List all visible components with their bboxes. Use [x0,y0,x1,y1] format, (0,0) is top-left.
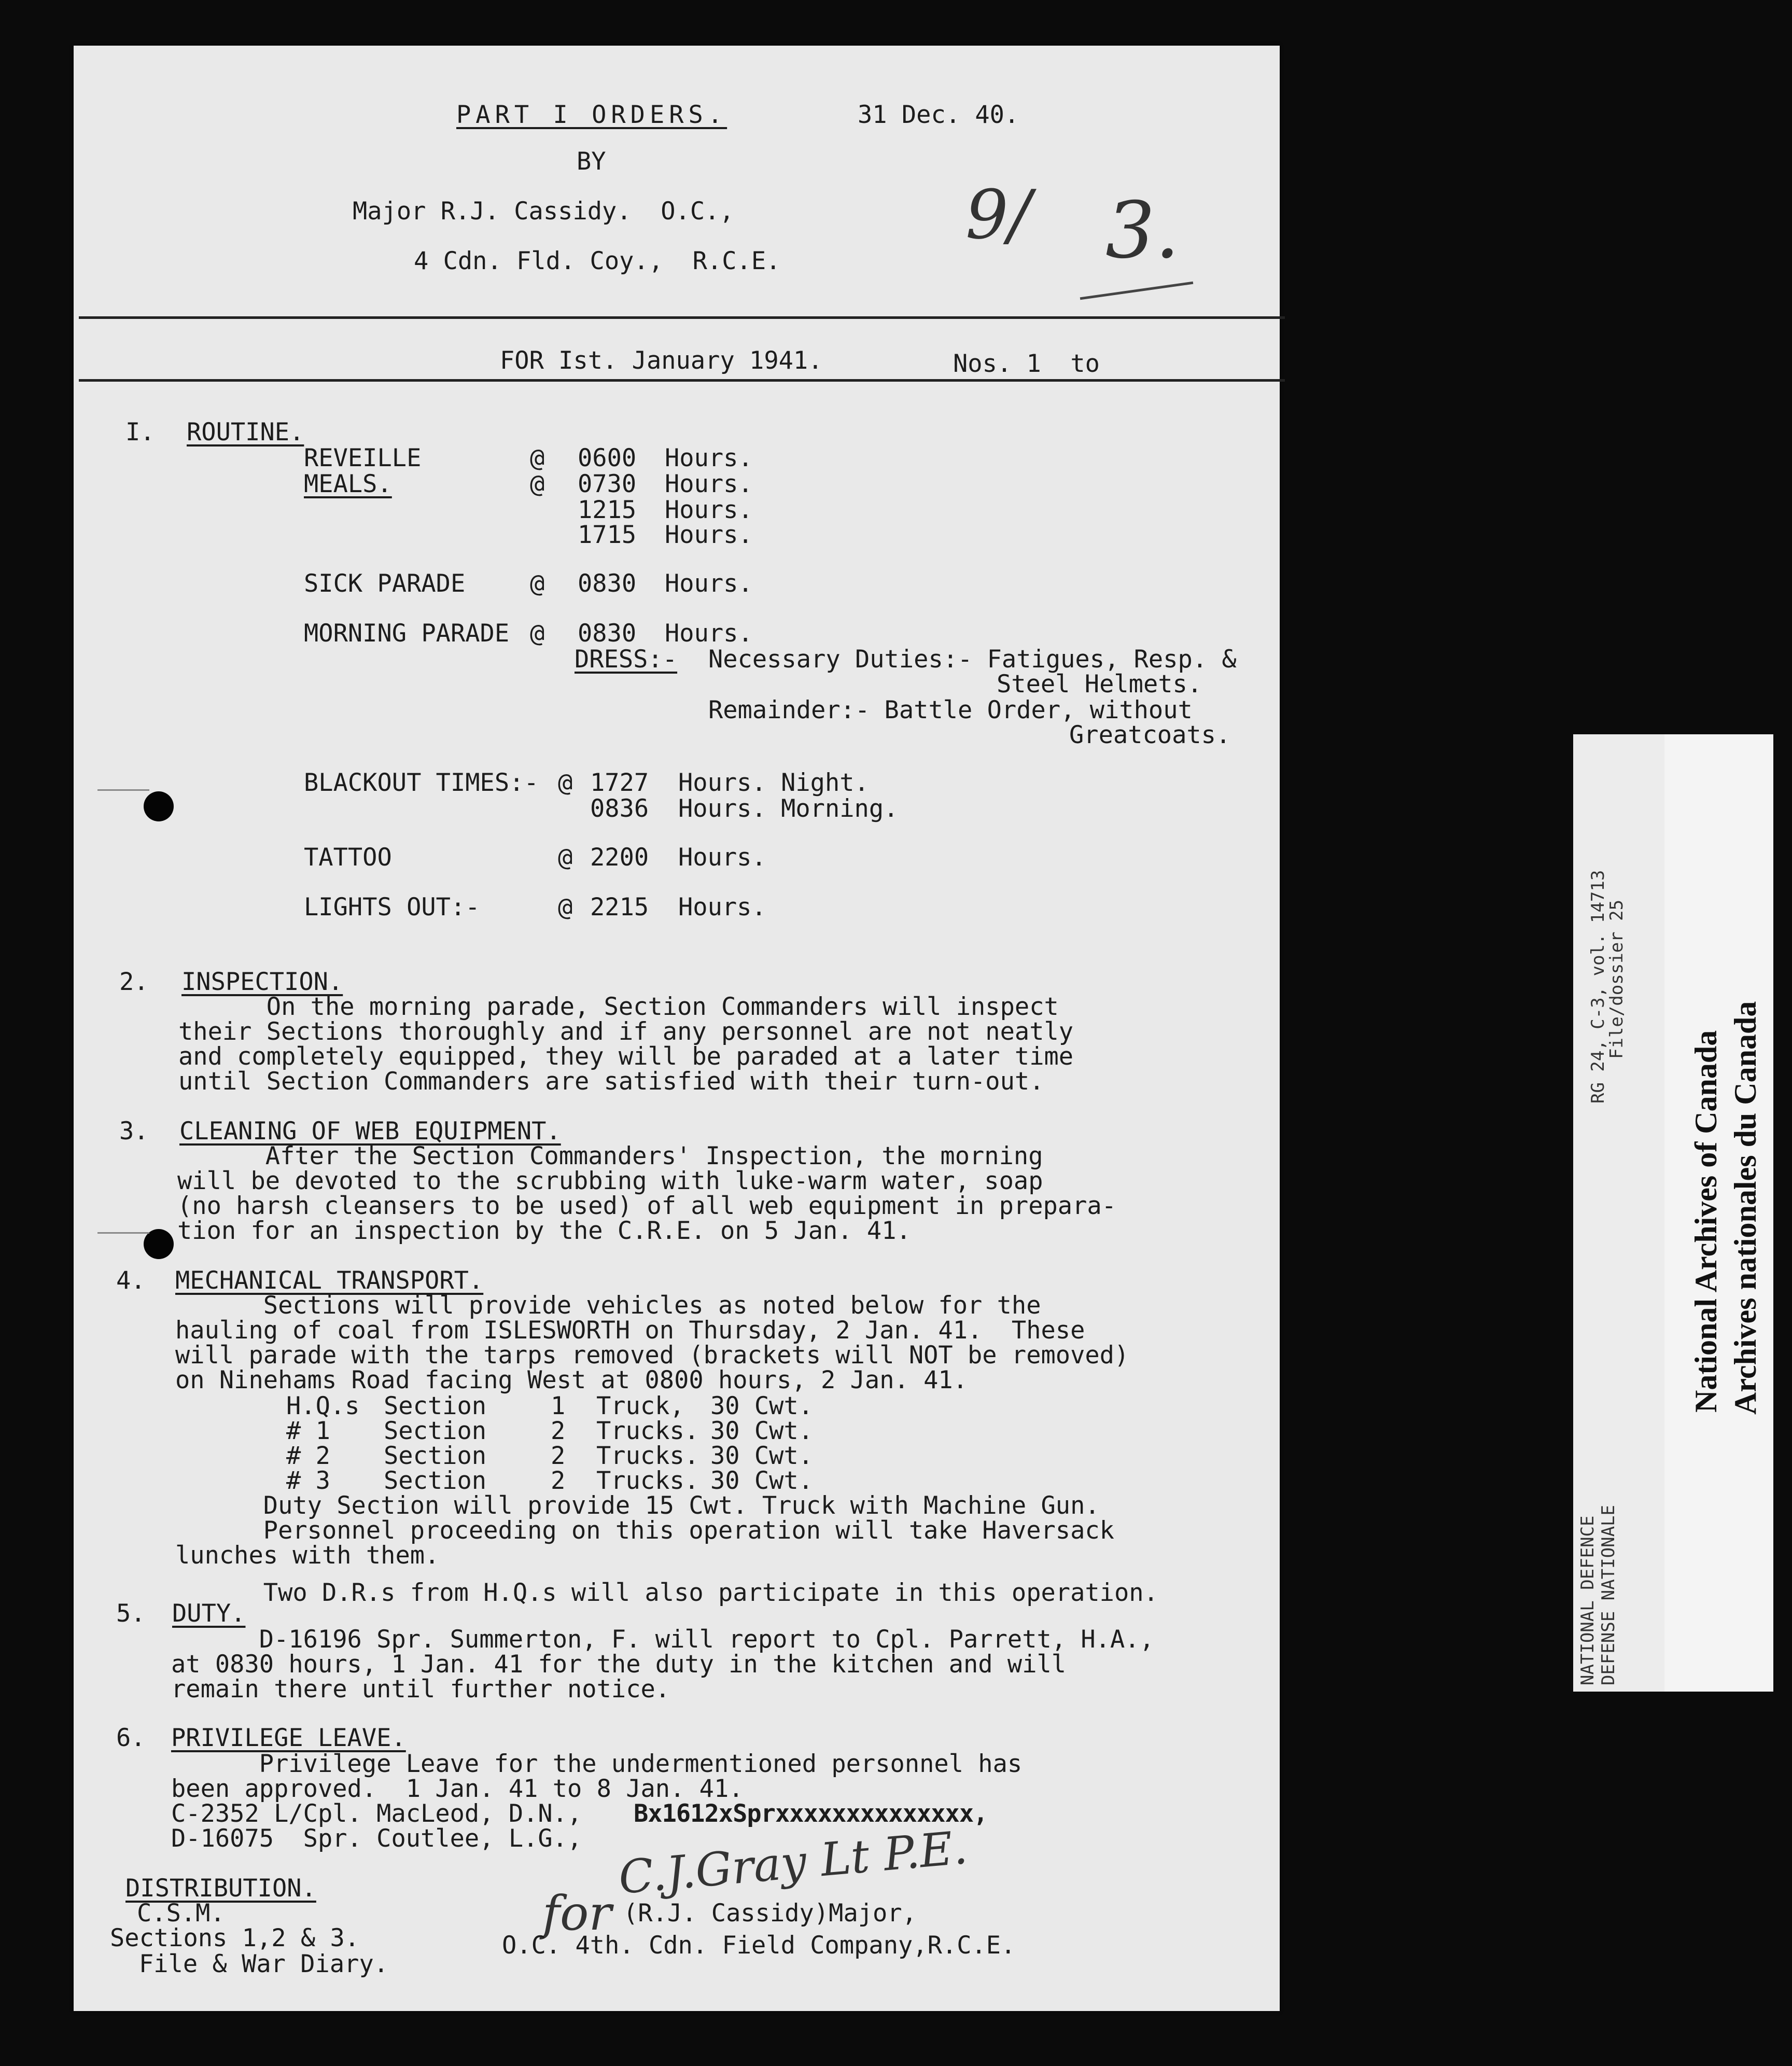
handwritten-number: 3. [1105,186,1180,276]
lights-out-hours: Hours. [678,893,766,922]
vehicle-type: Trucks. [596,1417,699,1445]
distribution-item: Sections 1,2 & 3. [110,1924,360,1952]
duty-line-2: at 0830 hours, 1 Jan. 41 for the duty in the kitchen and will [171,1650,1067,1679]
vehicle-qty: 2 [551,1467,566,1495]
handwritten-underline [1080,282,1194,300]
sick-parade-time: 0830 [578,569,637,598]
section-3-heading: CLEANING OF WEB EQUIPMENT. [179,1117,561,1146]
transport-line-2: hauling of coal from ISLESWORTH on Thursday, 2 Jan. 41. These [175,1316,1085,1345]
vehicle-size: 30 Cwt. [710,1392,814,1420]
inspection-line-2: their Sections thoroughly and if any personnel are not neatly [178,1017,1074,1046]
department-name-fr: DEFENSE NATIONALE [1598,1505,1619,1685]
distribution-item: C.S.M. [137,1899,225,1928]
archives-name-fr: Archives nationales du Canada [1728,1001,1762,1415]
section-4-heading: MECHANICAL TRANSPORT. [175,1266,484,1295]
reveille-time: 0600 [578,444,637,472]
distribution-item: File & War Diary. [139,1950,389,1978]
duty-line-1: D-16196 Spr. Summerton, F. will report to Cpl. Parrett, H.A., [171,1625,1154,1654]
tattoo-hours: Hours. [678,843,766,872]
meals-time-2: 1215 [578,496,637,524]
section-5-number: 5. [116,1599,146,1628]
reveille-at: @ [530,444,545,472]
section-1-heading: ROUTINE. [187,418,304,446]
transport-line-3: will parade with the tarps removed (brackets will NOT be removed) [175,1341,1129,1370]
sick-parade-label: SICK PARADE [304,569,466,598]
blackout-label: BLACKOUT TIMES:- [304,769,539,797]
vehicle-section: Section [384,1442,487,1470]
transport-after-1: Duty Section will provide 15 Cwt. Truck with Machine Gun. [175,1491,1100,1520]
lights-out-label: LIGHTS OUT:- [304,893,480,922]
transport-after-3: lunches with them. [175,1541,440,1570]
distribution-heading: DISTRIBUTION. [125,1874,316,1903]
orders-title: PART I ORDERS. [456,101,727,129]
archive-reference-1: RG 24, C-3, vol. 14713 [1588,870,1608,1104]
morning-parade-at: @ [530,619,545,648]
vehicle-qty: 1 [551,1392,566,1420]
duty-line-3: remain there until further notice. [171,1675,670,1704]
sick-parade-at: @ [530,569,545,598]
meals-time-1: 0730 [578,470,637,498]
tattoo-label: TATTOO [304,843,392,872]
vehicle-unit: H.Q.s [286,1392,360,1420]
vehicle-unit: # 2 [286,1442,330,1470]
morning-parade-time: 0830 [578,619,637,648]
blackout-morning-time: 0836 [590,794,649,823]
meals-hours-3: Hours. [665,521,753,549]
cleaning-line-2: will be devoted to the scrubbing with luke-warm water, soap [177,1167,1043,1195]
vehicle-qty: 2 [551,1417,566,1445]
transport-line-1: Sections will provide vehicles as noted below for the [175,1291,1041,1320]
order-numbers: Nos. 1 to [953,350,1100,378]
blackout-morning-text: Hours. Morning. [678,794,899,823]
morning-parade-label: MORNING PARADE [304,619,510,648]
punch-hole [144,791,174,821]
margin-mark [97,789,149,791]
header-rule-top [79,316,1285,319]
sick-parade-hours: Hours. [665,569,753,598]
dress-line-4: Greatcoats. [1069,721,1231,749]
vehicle-type: Trucks. [596,1442,699,1470]
orders-by: BY [577,147,606,176]
section-3-number: 3. [119,1117,149,1146]
meals-time-3: 1715 [578,521,637,549]
cleaning-line-4: tion for an inspection by the C.R.E. on 5 Jan. 41. [177,1217,911,1245]
meals-at: @ [530,470,545,498]
vehicle-section: Section [384,1417,487,1445]
transport-after-4: Two D.R.s from H.Q.s will also participate in this operation. [175,1579,1158,1607]
margin-mark [97,1232,149,1234]
leave-line-4: D-16075 Spr. Coutlee, L.G., [171,1824,582,1853]
blackout-night-time: 1727 [590,769,649,797]
meals-label: MEALS. [304,470,392,498]
leave-line-1: Privilege Leave for the undermentioned personnel has [171,1750,1023,1778]
vehicle-section: Section [384,1467,487,1495]
signatory-name: (R.J. Cassidy)Major, [623,1899,917,1928]
section-6-number: 6. [116,1724,146,1752]
transport-line-4: on Ninehams Road facing West at 0800 hours, 2 Jan. 41. [175,1366,968,1394]
dress-line-2: Steel Helmets. [997,670,1202,699]
archive-reference-2: File/dossier 25 [1606,899,1627,1059]
tattoo-time: 2200 [590,843,649,872]
officer-name: Major R.J. Cassidy. O.C., [353,197,734,226]
document-page [74,46,1280,2011]
vehicle-size: 30 Cwt. [710,1417,814,1445]
lights-out-time: 2215 [590,893,649,922]
leave-struck-entry: Bx1612xSprxxxxxxxxxxxxxx, [634,1799,988,1828]
reveille-label: REVEILLE [304,444,422,472]
section-4-number: 4. [116,1266,146,1295]
meals-hours-2: Hours. [665,496,753,524]
vehicle-type: Trucks. [596,1467,699,1495]
section-2-heading: INSPECTION. [181,968,343,996]
section-6-heading: PRIVILEGE LEAVE. [171,1724,406,1752]
handwritten-for: for [542,1886,612,1941]
vehicle-unit: # 1 [286,1417,330,1445]
transport-after-2: Personnel proceeding on this operation will take Haversack [175,1516,1114,1545]
dress-line-1: Necessary Duties:- Fatigues, Resp. & [708,645,1237,674]
tattoo-at: @ [558,843,573,872]
signatory-title: O.C. 4th. Cdn. Field Company,R.C.E. [502,1931,1016,1960]
leave-line-2: been approved. 1 Jan. 41 to 8 Jan. 41. [171,1775,744,1803]
department-name-en: NATIONAL DEFENCE [1577,1515,1598,1685]
reveille-hours: Hours. [665,444,753,472]
blackout-at: @ [558,769,573,797]
vehicle-type: Truck, [596,1392,684,1420]
unit-name: 4 Cdn. Fld. Coy., R.C.E. [414,247,781,275]
section-1-number: I. [125,418,155,446]
inspection-line-4: until Section Commanders are satisfied with their turn-out. [178,1067,1044,1096]
morning-parade-hours: Hours. [665,619,753,648]
section-5-heading: DUTY. [172,1599,246,1628]
lights-out-at: @ [558,893,573,922]
for-date: FOR Ist. January 1941. [500,346,823,375]
vehicle-size: 30 Cwt. [710,1442,814,1470]
archives-name-en: National Archives of Canada [1689,1030,1723,1413]
vehicle-section: Section [384,1392,487,1420]
cleaning-line-1: After the Section Commanders' Inspection, the morning [177,1142,1043,1170]
section-2-number: 2. [119,968,149,996]
blackout-night-text: Hours. Night. [678,769,869,797]
orders-date: 31 Dec. 40. [858,101,1019,129]
dress-label: DRESS:- [575,645,678,674]
header-rule-bottom [79,379,1285,382]
leave-line-3: C-2352 L/Cpl. MacLeod, D.N., [171,1799,611,1828]
handwritten-initials: 9/ [965,175,1031,254]
vehicle-qty: 2 [551,1442,566,1470]
meals-hours-1: Hours. [665,470,753,498]
dress-line-3: Remainder:- Battle Order, without [708,696,1193,724]
vehicle-size: 30 Cwt. [710,1467,814,1495]
cleaning-line-3: (no harsh cleansers to be used) of all web equipment in prepara- [177,1192,1116,1220]
inspection-line-1: On the morning parade, Section Commanders will inspect [178,993,1059,1021]
vehicle-unit: # 3 [286,1467,330,1495]
inspection-line-3: and completely equipped, they will be paraded at a later time [178,1042,1074,1071]
handwritten-signature: C.J.Gray Lt P.E. [616,1820,970,1905]
